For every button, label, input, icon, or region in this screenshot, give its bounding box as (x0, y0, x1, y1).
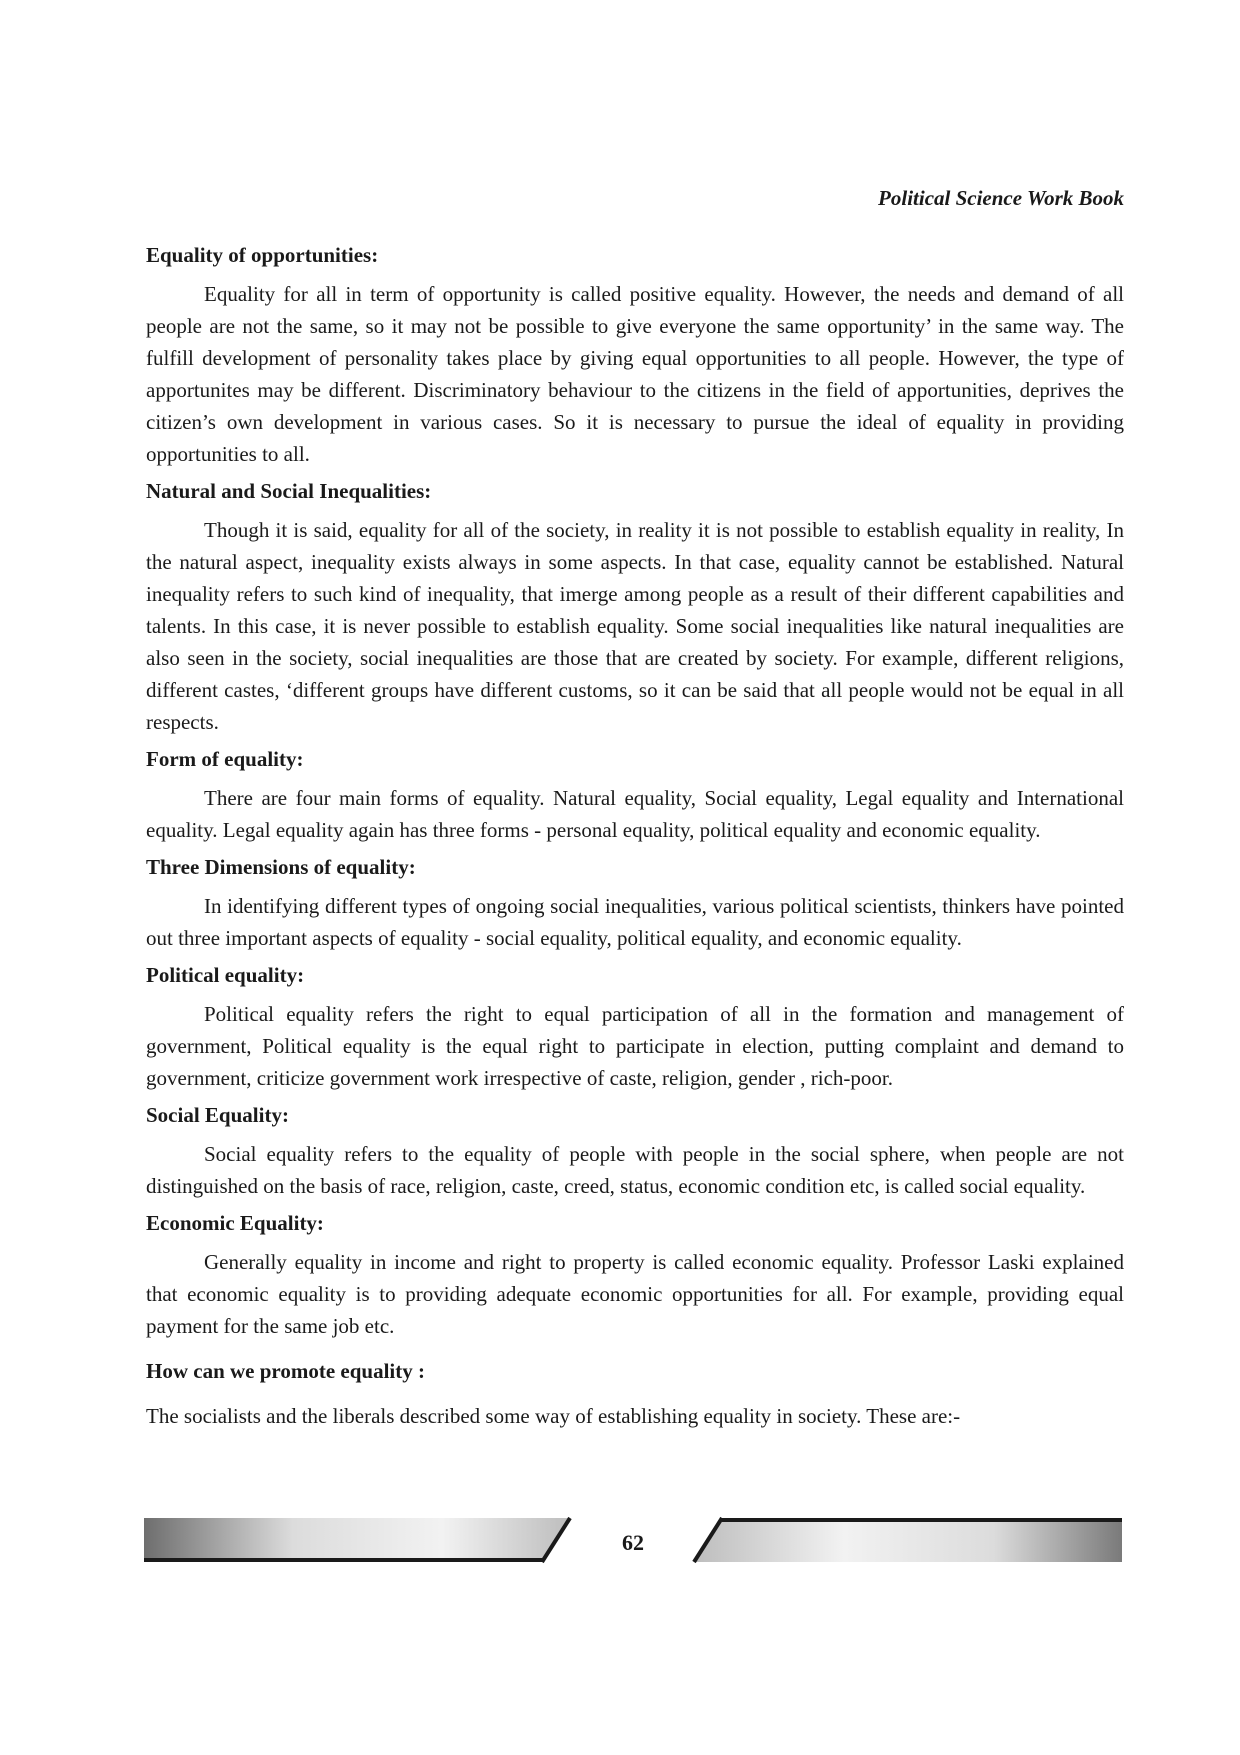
section-paragraph: The socialists and the liberals described some way of establishing equality in society. These are:- (146, 1404, 961, 1428)
section-promote-equality (146, 1356, 1124, 1432)
section-heading: Economic Equality: (146, 1211, 324, 1235)
section-heading: Three Dimensions of equality: (146, 855, 416, 879)
section-equality-of-opportunities (146, 240, 1124, 470)
section-political-equality (146, 960, 1124, 1094)
footer-right-rule (722, 1518, 1122, 1522)
section-paragraph: There are four main forms of equality. Natural equality, Social equality, Legal equality and International equality. Legal equality again has three forms - personal equality, political equality and economic equality. (146, 786, 1124, 842)
section-economic-equality (146, 1208, 1124, 1342)
section-heading: Social Equality: (146, 1103, 289, 1127)
section-social-equality (146, 1100, 1124, 1202)
section-heading: Equality of opportunities: (146, 243, 379, 267)
book-title-header: Political Science Work Book (878, 186, 1124, 210)
footer-left-rule (144, 1558, 544, 1562)
page-content (146, 240, 1124, 1438)
section-three-dimensions (146, 852, 1124, 954)
section-paragraph: Generally equality in income and right to property is called economic equality. Professor Laski explained that economic equality is to providing adequate economic opportunities for all. For example, providing equal payment for the same job etc. (146, 1250, 1124, 1338)
section-natural-social-inequalities (146, 476, 1124, 738)
section-paragraph: Political equality refers the right to equal participation of all in the formation and management of government, Political equality is the equal right to participate in election, putting complaint and demand to government, criticize government work irrespective of caste, religion, gender , rich-poor. (146, 1002, 1124, 1090)
section-heading: Political equality: (146, 963, 305, 987)
section-heading: How can we promote equality : (146, 1359, 425, 1383)
section-heading: Form of equality: (146, 747, 304, 771)
section-paragraph: Though it is said, equality for all of the society, in reality it is not possible to establish equality in reality, In the natural aspect, inequality exists always in some aspects. In that case, equality cannot be established. Natural inequality refers to such kind of inequality, that imerge among people as a result of their different capabilities and talents. In this case, it is never possible to establish equality. Some social inequalities like natural inequalities are also seen in the society, social inequalities are those that are created by society. For example, different religions, different castes, ‘different groups have different customs, so it can be said that all people would not be equal in all respects. (146, 518, 1124, 734)
section-heading: Natural and Social Inequalities: (146, 479, 432, 503)
section-paragraph: Equality for all in term of opportunity is called positive equality. However, the needs and demand of all people are not the same, so it may not be possible to give everyone the same opportunity’ in the same way. The fulfill development of personality takes place by giving equal opportunities to all people. However, the type of apportunites may be different. Discriminatory behaviour to the citizens in the field of apportunities, deprives the citizen’s own development in various cases. So it is necessary to pursue the ideal of equality in providing opportunities to all. (146, 282, 1124, 466)
page-number: 62 (622, 1530, 644, 1555)
section-form-of-equality (146, 744, 1124, 846)
page-footer (144, 1512, 1122, 1568)
section-paragraph: In identifying different types of ongoing social inequalities, various political scientists, thinkers have pointed out three important aspects of equality - social equality, political equality, and economic equality. (146, 894, 1124, 950)
section-paragraph: Social equality refers to the equality of people with people in the social sphere, when people are not distinguished on the basis of race, religion, caste, creed, status, economic condition etc, is called social equality. (146, 1142, 1124, 1198)
